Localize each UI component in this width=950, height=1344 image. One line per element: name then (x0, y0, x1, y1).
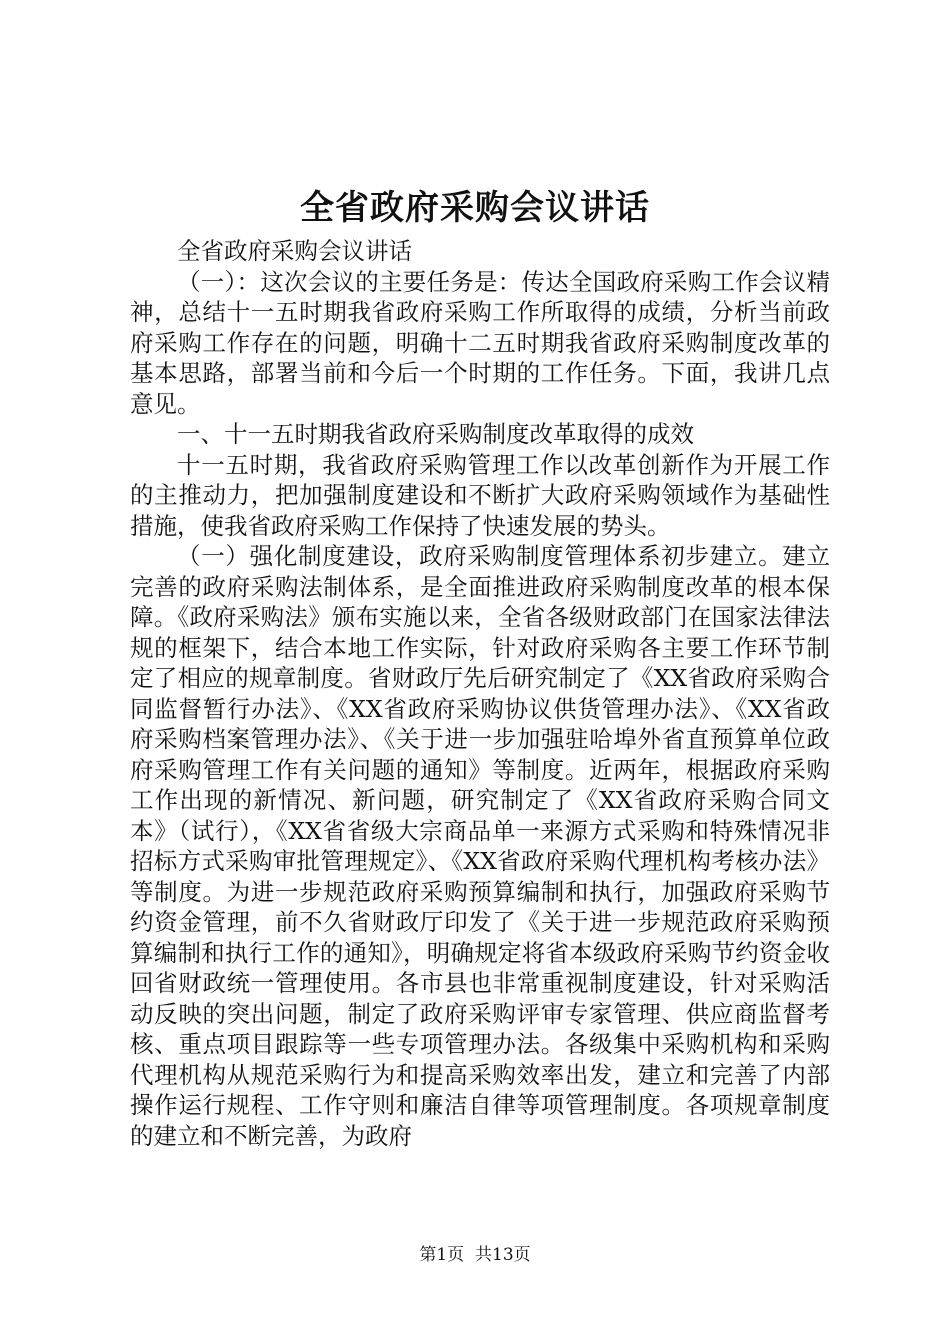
paragraph-system-building: （一）强化制度建设，政府采购制度管理体系初步建立。建立完善的政府采购法制体系，是全面推进政府采购制度改革的根本保障。《政府采购法》颁布实施以来，全省各级财政部门在国家法律法规的框架下，结合本地工作实际，针对政府采购各主要工作环节制定了相应的规章制度。省财政厅先后研究制定了《XX省政府采购合同监督暂行办法》、《XX省政府采购协议供货管理办法》、《XX省政府采购档案管理办法》、《关于进一步加强驻哈埠外省直预算单位政府采购管理工作有关问题的通知》等制度。近两年，根据政府采购工作出现的新情况、新问题，研究制定了《XX省政府采购合同文本》（试行），《XX省省级大宗商品单一来源方式采购和特殊情况非招标方式采购审批管理规定》、《XX省政府采购代理机构考核办法》等制度。为进一步规范政府采购预算编制和执行，加强政府采购节约资金管理，前不久省财政厅印发了《关于进一步规范政府采购预算编制和执行工作的通知》，明确规定将省本级政府采购节约资金收回省财政统一管理使用。各市县也非常重视制度建设，针对采购活动反映的突出问题，制定了政府采购评审专家管理、供应商监督考核、重点项目跟踪等一些专项管理办法。各级集中采购机构和采购代理机构从规范采购行为和提高采购效率出发，建立和完善了内部操作运行规程、工作守则和廉洁自律等项管理制度。各项规章制度的建立和不断完善，为政府 (130, 542, 830, 1150)
document-body (130, 236, 830, 1151)
page-footer (0, 1243, 950, 1267)
paragraph-overview: 十一五时期，我省政府采购管理工作以改革创新作为开展工作的主推动力，把加强制度建设和不断扩大政府采购领域作为基础性措施，使我省政府采购工作保持了快速发展的势头。 (130, 450, 830, 540)
paragraph-intro: （一）：这次会议的主要任务是：传达全国政府采购工作会议精神，总结十一五时期我省政府采购工作所取得的成绩，分析当前政府采购工作存在的问题，明确十二五时期我省政府采购制度改革的基本思路，部署当前和今后一个时期的工作任务。下面，我讲几点意见。 (130, 267, 830, 418)
section-heading-1: 一、十一五时期我省政府采购制度改革取得的成效 (177, 420, 694, 448)
page-total: 共13页 (475, 1245, 531, 1265)
paragraph-subtitle: 全省政府采购会议讲话 (177, 237, 412, 265)
page-number: 第1页 (419, 1245, 465, 1265)
document-title: 全省政府采购会议讲话 (300, 188, 650, 228)
